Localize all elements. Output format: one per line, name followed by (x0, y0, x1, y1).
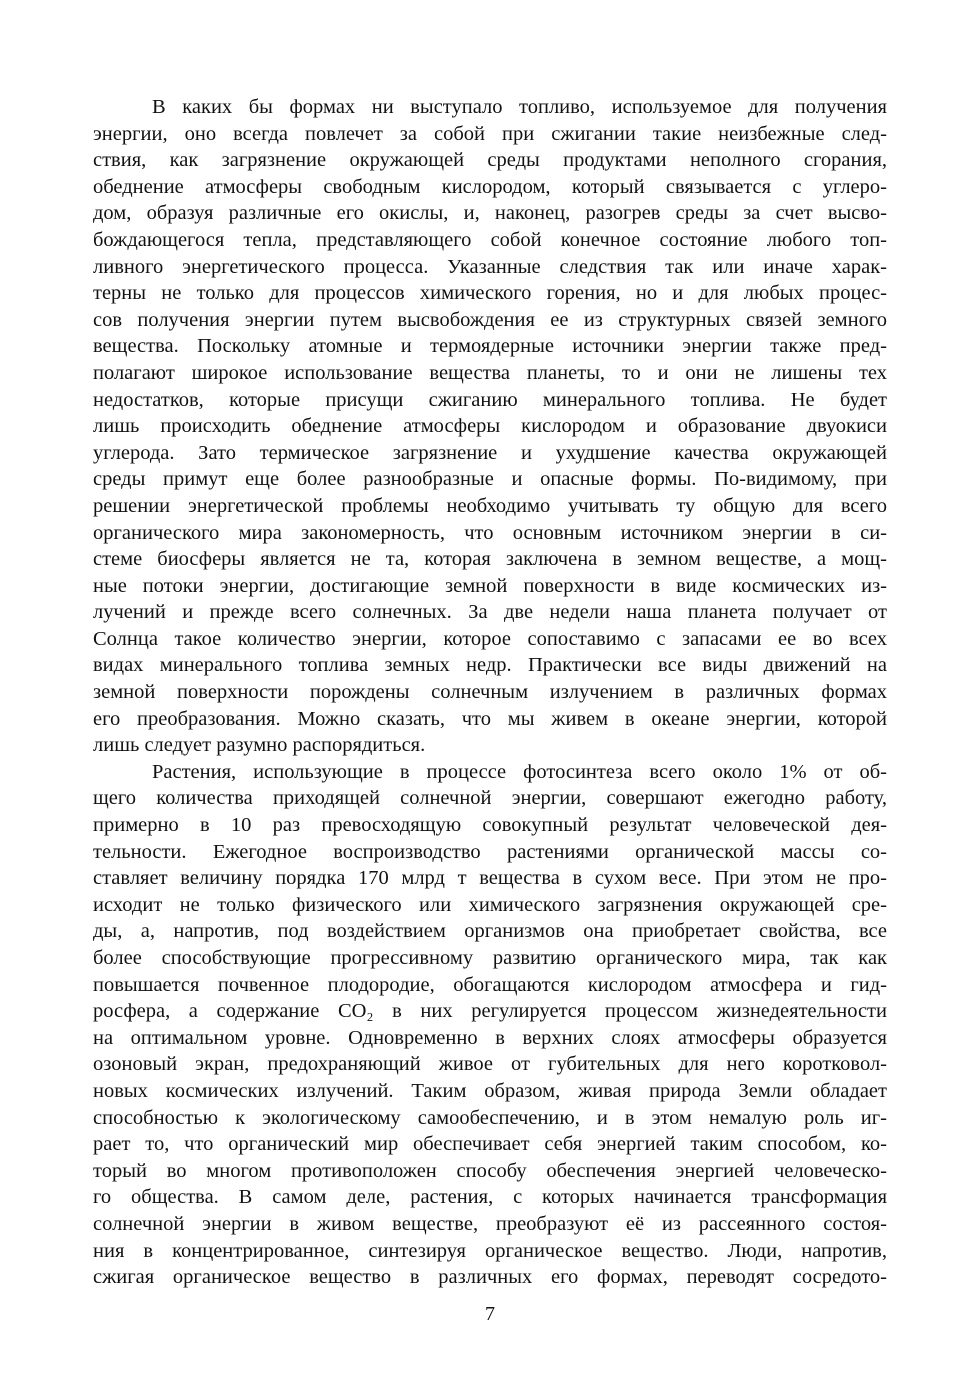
text-line: ствия, как загрязнение окружающей среды продуктами неполного сгорания, (93, 149, 887, 172)
text-line: тельности. Ежегодное воспроизводство растениями органической массы со- (93, 840, 887, 863)
text-line: щего количества приходящей солнечной энергии, совершают ежегодно работу, (93, 787, 887, 810)
text-line: озоновый экран, предохраняющий живое от губительных для него коротковол- (93, 1053, 887, 1076)
text-line: сжигая органическое вещество в различных его формах, переводят сосредото- (93, 1266, 887, 1289)
text-line: способностью к экологическому самообеспечению, и в этом немалую роль иг- (93, 1106, 887, 1129)
text-line: вещества. Поскольку атомные и термоядерные источники энергии также пред- (93, 335, 887, 358)
text-line: повышается почвенное плодородие, обогащаются кислородом атмосфера и гид- (93, 973, 887, 996)
page-number: 7 (485, 1303, 495, 1325)
text-line: недостатков, которые присущи сжиганию минерального топлива. Не будет (93, 388, 887, 411)
text-line: полагают широкое использование вещества планеты, то и они не лишены тех (93, 361, 887, 384)
text-line: рает то, что органический мир обеспечивает себя энергией таким способом, ко- (93, 1133, 887, 1156)
body-text (93, 94, 887, 1291)
text-line: примерно в 10 раз превосходящую совокупный результат человеческой дея- (93, 814, 887, 837)
text-line: ставляет величину порядка 170 млрд т вещества в сухом весе. При этом не про- (93, 867, 887, 890)
text-line: го общества. В самом деле, растения, с которых начинается трансформация (93, 1186, 887, 1209)
text-line: органического мира закономерность, что основным источником энергии в си- (93, 521, 887, 544)
text-line: стеме биосферы является не та, которая заключена в земном веществе, а мощ- (93, 548, 887, 571)
text-line: решении энергетической проблемы необходимо учитывать ту общую для всего (93, 494, 887, 517)
text-line: дом, образуя различные его окислы, и, наконец, разогрев среды за счет высво- (93, 202, 887, 225)
text-line: лишь следует разумно распорядиться. (93, 734, 426, 757)
text-line: ливного энергетического процесса. Указанные следствия так или иначе харак- (93, 255, 887, 278)
text-line: ния в концентрированное, синтезируя органическое вещество. Люди, напротив, (93, 1239, 887, 1262)
text-line: торый во многом противоположен способу обеспечения энергией человеческо- (93, 1159, 887, 1182)
text-line: энергии, оно всегда повлечет за собой при сжигании такие неизбежные след- (93, 122, 887, 145)
text-line: обеднение атмосферы свободным кислородом, который связывается с углеро- (93, 175, 887, 198)
text-line: среды примут еще более разнообразные и опасные формы. По-видимому, при (93, 468, 887, 491)
text-line: исходит не только физического или химического загрязнения окружающей сре- (93, 893, 887, 916)
text-line: новых космических излучений. Таким образом, живая природа Земли обладает (93, 1079, 887, 1102)
text-line: земной поверхности порождены солнечным излучением в различных формах (93, 681, 887, 704)
text-line: росфера, а содержание CO₂ в них регулируется процессом жизнедеятельности (93, 1000, 887, 1023)
text-line: солнечной энергии в живом веществе, преобразуют её из рассеянного состоя- (93, 1212, 887, 1235)
text-line: лучений и прежде всего солнечных. За две недели наша планета получает от (93, 601, 887, 624)
text-line: сов получения энергии путем высвобождения ее из структурных связей земного (93, 308, 887, 331)
text-line: видах минерального топлива земных недр. Практически все виды движений на (93, 654, 887, 677)
text-line: В каких бы формах ни выступало топливо, используемое для получения (152, 96, 887, 118)
text-line: его преобразования. Можно сказать, что мы живем в океане энергии, которой (93, 707, 887, 730)
text-line: ные потоки энергии, достигающие земной поверхности в виде космических из- (93, 574, 887, 597)
paragraph (93, 94, 887, 759)
text-line: ды, а, напротив, под воздействием организмов она приобретает свойства, все (93, 920, 887, 943)
text-line: бождающегося тепла, представляющего собой конечное состояние любого топ- (93, 228, 887, 251)
text-line: Солнца такое количество энергии, которое сопоставимо с запасами ее во всех (93, 627, 887, 650)
text-line: Растения, использующие в процессе фотосинтеза всего около 1% от об- (152, 760, 887, 783)
text-line: углерода. Зато термическое загрязнение и ухудшение качества окружающей (93, 441, 887, 464)
text-line: на оптимальном уровне. Одновременно в верхних слоях атмосферы образуется (93, 1026, 887, 1049)
text-line: лишь происходить обеднение атмосферы кислородом и образование двуокиси (93, 415, 887, 438)
text-line: более способствующие прогрессивному развитию органического мира, так как (93, 947, 887, 969)
paragraph (93, 759, 887, 1291)
text-line: терны не только для процессов химического горения, но и для любых процес- (93, 282, 887, 305)
